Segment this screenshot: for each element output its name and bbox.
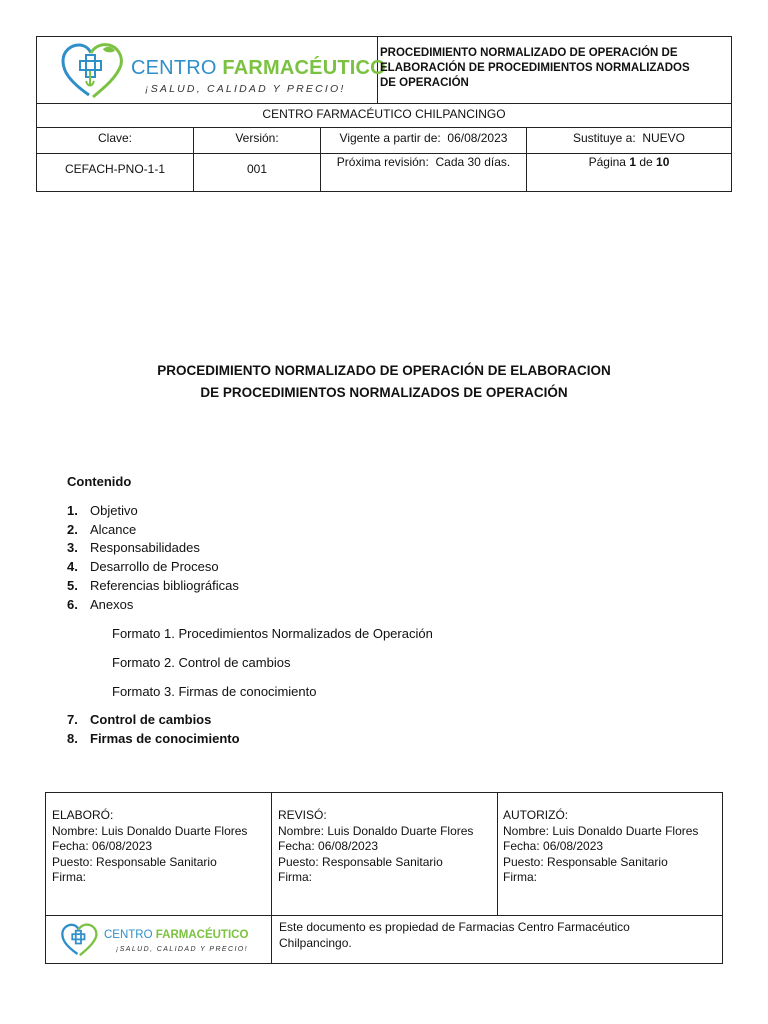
clave-label: Clave:: [97, 131, 132, 145]
table-of-contents-continued: [67, 711, 240, 748]
document-title-line: PROCEDIMIENTO NORMALIZADO DE OPERACIÓN DE ELABORACION: [157, 363, 611, 378]
toc-label: Firmas de conocimiento: [90, 730, 240, 746]
toc-item: [67, 596, 239, 615]
version-label: Versión:: [235, 131, 279, 145]
signature-position: Puesto: Responsable Sanitario: [278, 854, 443, 869]
institution-name: CENTRO FARMACÉUTICO CHILPANCINGO: [262, 107, 506, 121]
revision-value: Cada 30 días.: [435, 155, 511, 169]
signature-line: Firma:: [278, 870, 312, 885]
pharmacy-heart-icon: [60, 921, 102, 959]
annex-item: Formato 3. Firmas de conocimiento: [112, 684, 317, 699]
ownership-statement: [279, 919, 709, 951]
toc-number: 4.: [67, 559, 78, 575]
revision-field: [321, 155, 526, 169]
signature-position: Puesto: Responsable Sanitario: [503, 854, 668, 869]
signature-role: REVISÓ:: [278, 808, 327, 822]
signature-position: Puesto: Responsable Sanitario: [52, 854, 217, 869]
page-number: [527, 155, 731, 169]
company-logo: [37, 37, 386, 103]
clave-value: CEFACH-PNO-1-1: [64, 162, 165, 176]
signature-role: ELABORÓ:: [52, 808, 114, 822]
sustituye-label: Sustituye a:: [572, 131, 636, 145]
logo-slogan: ¡SALUD, CALIDAD Y PRECIO!: [145, 83, 346, 95]
header-title-line: PROCEDIMIENTO NORMALIZADO DE OPERACIÓN DE: [380, 47, 678, 59]
toc-label: Objetivo: [90, 503, 138, 518]
footer-logo: [60, 919, 265, 961]
signature-block-elaboro: [52, 808, 247, 886]
signature-table: [45, 792, 723, 964]
toc-item: [67, 521, 239, 540]
document-title: [60, 360, 708, 404]
toc-label: Control de cambios: [90, 712, 212, 727]
signature-role: AUTORIZÓ:: [503, 808, 569, 822]
signature-line: Firma:: [52, 870, 86, 885]
version-value: 001: [246, 162, 268, 176]
annex-item: Formato 1. Procedimientos Normalizados de Operación: [112, 626, 433, 641]
page-current: 1: [629, 155, 636, 169]
toc-number: 2.: [67, 521, 78, 537]
toc-number: 3.: [67, 540, 78, 556]
page-total: 10: [656, 155, 670, 169]
toc-item: [67, 558, 239, 577]
annex-item: Formato 2. Control de cambios: [112, 655, 291, 670]
toc-number: 1.: [67, 503, 78, 518]
signature-date: Fecha: 06/08/2023: [52, 839, 153, 854]
toc-label: Desarrollo de Proceso: [90, 559, 219, 575]
toc-number: 7.: [67, 712, 78, 727]
toc-label: Responsabilidades: [90, 540, 200, 556]
toc-item: [67, 502, 239, 521]
signature-block-reviso: [278, 808, 473, 886]
toc-number: 8.: [67, 730, 78, 746]
signature-date: Fecha: 06/08/2023: [278, 839, 379, 854]
logo-brand-name: CENTRO FARMACÉUTICO: [131, 57, 386, 79]
signature-block-autorizo: [503, 808, 698, 886]
signature-name: Nombre: Luis Donaldo Duarte Flores: [52, 823, 248, 838]
ownership-line: Este documento es propiedad de Farmacias Centro Farmacéutico: [279, 920, 630, 934]
contents-heading: Contenido: [67, 474, 132, 489]
footer-logo-slogan: ¡SALUD, CALIDAD Y PRECIO!: [116, 946, 248, 953]
ownership-line: Chilpancingo.: [279, 936, 352, 950]
signature-name: Nombre: Luis Donaldo Duarte Flores: [278, 823, 474, 838]
toc-number: 6.: [67, 596, 78, 612]
header-procedure-title: [380, 46, 728, 91]
vigente-label: Vigente a partir de:: [339, 131, 441, 145]
toc-item: [67, 539, 239, 558]
toc-label: Referencias bibliográficas: [90, 577, 239, 593]
header-title-line: ELABORACIÓN DE PROCEDIMIENTOS NORMALIZADOS: [380, 62, 690, 74]
document-title-line: DE PROCEDIMIENTOS NORMALIZADOS DE OPERACIÓN: [200, 385, 568, 400]
signature-line: Firma:: [503, 870, 537, 885]
page-label: Página: [588, 155, 626, 169]
pharmacy-heart-icon: [59, 41, 131, 101]
signature-date: Fecha: 06/08/2023: [503, 839, 604, 854]
sustituye-value: NUEVO: [642, 131, 686, 145]
signature-name: Nombre: Luis Donaldo Duarte Flores: [503, 823, 699, 838]
table-of-contents: [67, 502, 239, 614]
toc-item: [67, 577, 239, 596]
footer-logo-brand: CENTRO FARMACÉUTICO: [104, 929, 249, 941]
revision-label: Próxima revisión:: [336, 155, 429, 169]
toc-label: Alcance: [90, 521, 137, 537]
vigente-value: 06/08/2023: [447, 131, 508, 145]
sustituye-field: [527, 131, 731, 145]
toc-number: 5.: [67, 577, 78, 593]
toc-item: [67, 711, 240, 730]
toc-item: [67, 730, 240, 749]
header-title-line: DE OPERACIÓN: [380, 77, 469, 89]
vigente-field: [321, 131, 526, 145]
toc-label: Anexos: [90, 596, 134, 612]
page-of: de: [639, 155, 653, 169]
